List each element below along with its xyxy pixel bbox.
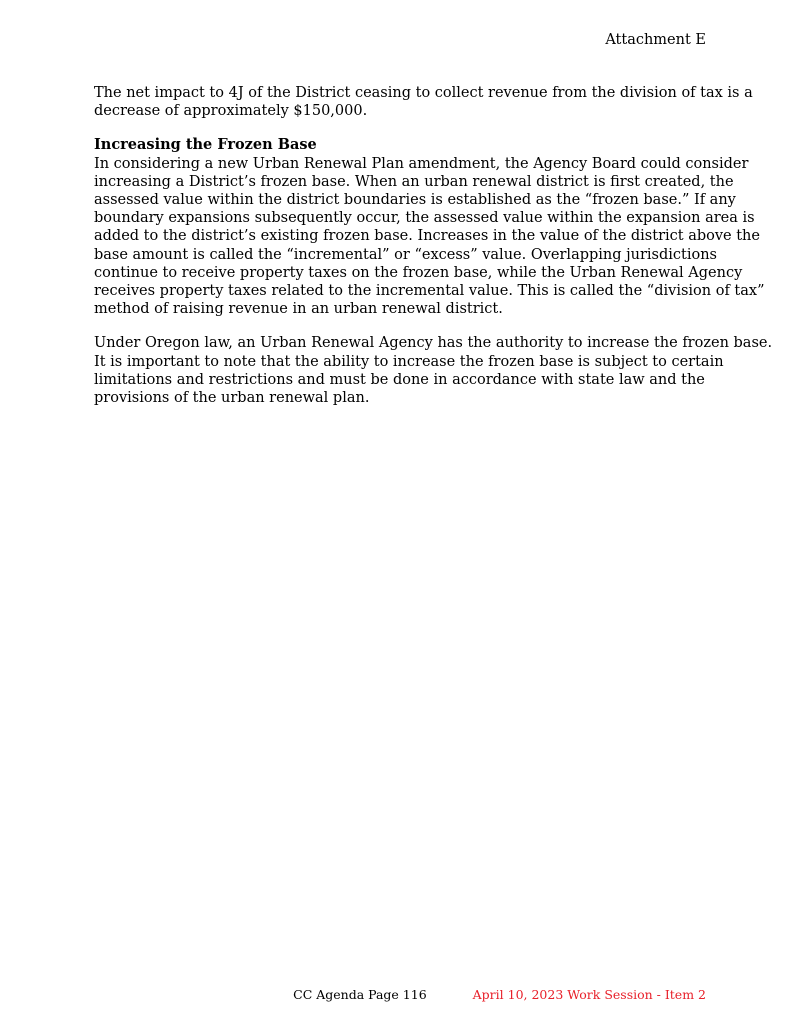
section-heading: Increasing the Frozen Base <box>94 136 317 154</box>
text-line: increasing a District’s frozen base. When an urban renewal district is first created, the <box>94 173 734 190</box>
text-line: limitations and restrictions and must be done in accordance with state law and the <box>94 371 705 388</box>
text-line: added to the district’s existing frozen base. Increases in the value of the district above the <box>94 228 760 245</box>
text-line: base amount is called the “incremental” or “excess” value. Overlapping jurisdictions <box>94 246 717 263</box>
work-session-label: April 10, 2023 Work Session - Item 2 <box>472 987 706 1002</box>
oregon-law-paragraph <box>94 334 773 407</box>
text-line: In considering a new Urban Renewal Plan amendment, the Agency Board could consider <box>94 155 749 172</box>
frozen-base-section <box>94 136 765 318</box>
text-line: decrease of approximately $150,000. <box>94 103 368 120</box>
attachment-label: Attachment E <box>605 32 706 48</box>
page-footer <box>293 987 706 1003</box>
text-line: method of raising revenue in an urban renewal district. <box>94 301 503 318</box>
text-line: It is important to note that the ability to increase the frozen base is subject to certain <box>94 353 724 370</box>
impact-paragraph <box>94 84 753 120</box>
document-body <box>94 84 773 423</box>
text-line: boundary expansions subsequently occur, the assessed value within the expansion area is <box>94 210 755 227</box>
text-line: Under Oregon law, an Urban Renewal Agency has the authority to increase the frozen base. <box>94 335 773 352</box>
text-line: assessed value within the district boundaries is established as the “frozen base.” If any <box>94 192 736 209</box>
text-line: The net impact to 4J of the District ceasing to collect revenue from the division of tax is a <box>94 85 753 101</box>
text-line: receives property taxes related to the incremental value. This is called the “division of tax” <box>94 283 765 300</box>
text-line: provisions of the urban renewal plan. <box>94 390 370 407</box>
text-line: continue to receive property taxes on the frozen base, while the Urban Renewal Agency <box>94 264 743 281</box>
agenda-page-number: CC Agenda Page 116 <box>293 987 427 1002</box>
